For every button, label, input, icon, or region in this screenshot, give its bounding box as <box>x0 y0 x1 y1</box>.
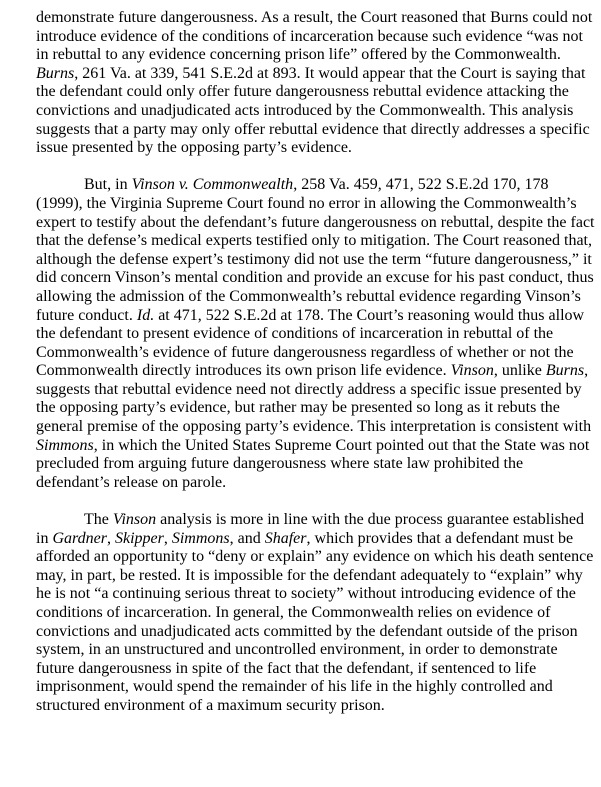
paragraph-vinson-analysis <box>36 176 598 492</box>
text-run: demonstrate future dangerousness. As a result, the Court reasoned that Burns could not introduce evidence of the conditions of incarceration because such evidence “was not in rebuttal to any evidence concerning prison life” offered by the Commonwealth. <box>36 9 593 64</box>
text-run: , in which the United States Supreme Court pointed out that the State was not precluded from arguing future dangerousness where state law prohibited the defendant’s release on parole. <box>36 436 590 491</box>
case-name-italic: Simmons <box>36 436 94 454</box>
text-run: But, in <box>84 176 132 194</box>
text-run: , and <box>229 529 265 547</box>
case-name-italic: Vinson <box>112 511 157 529</box>
case-name-italic: Burns <box>545 362 585 380</box>
text-run: , which provides that a defendant must be afforded an opportunity to “deny or explain” any evidence on which his death sentence may, in part, be rested. It is impossible for the defendant adequately to “explain” why he is not “a continuing serious threat to society” without introducing evidence of the conditions of incarceration. In general, the Commonwealth relies on evidence of convictions and unadjudicated acts committed by the defendant outside of the prison system, in an unstructured and uncontrolled environment, in order to demonstrate future dangerousness in spite of the fact that the defendant, if sentenced to life imprisonment, would spend the remainder of his life in the highly controlled and structured environment of a maximum security prison. <box>36 529 594 714</box>
paragraph-due-process-guarantee <box>36 511 598 716</box>
case-name-italic: Simmons <box>171 529 230 547</box>
case-name-italic: Vinson <box>450 362 494 380</box>
text-run: at 471, 522 S.E.2d at 178. The Court’s reasoning would thus allow the defendant to present evidence of conditions of incarceration in rebuttal of the Commonwealth’s evidence of future dangerousness regardless of whether or not the Commonwealth directly introduces its own prison life evidence. <box>36 306 585 380</box>
text-run: , suggests that rebuttal evidence need not directly address a specific issue presented by the opposing party’s evidence, but rather may be presented so long as it rebuts the general premise of the opposing party’s evidence. This interpretation is consistent with <box>36 362 592 436</box>
text-run: , 261 Va. at 339, 541 S.E.2d at 893. It would appear that the Court is saying that the defendant could only offer future dangerousness rebuttal evidence attacking the convictions and unadjudicated acts introduced by the Commonwealth. This analysis suggests that a party may only offer rebuttal evidence that directly addresses a specific issue presented by the opposing party’s evidence. <box>36 64 590 157</box>
text-run: , <box>163 529 172 547</box>
text-run: The <box>84 511 113 529</box>
text-run: , <box>106 529 115 547</box>
case-name-italic: Id. <box>136 306 155 324</box>
text-run: analysis is more in line with the due process guarantee established in <box>36 511 585 547</box>
case-name-italic: Vinson v. Commonwealth <box>131 176 294 194</box>
text-run: , 258 Va. 459, 471, 522 S.E.2d 170, 178 (1999), the Virginia Supreme Court found no error in allowing the Commonwealth’s expert to testify about the defendant’s future dangerousness on rebuttal, despite the fact that the defense’s medical experts testified only to mitigation. The Court reasoned that, although the defense expert’s testimony did not use the term “future dangerousness,” it did concern Vinson’s mental condition and provide an excuse for his past conduct, thus allowing the admission of the Commonwealth’s rebuttal evidence regarding Vinson’s future conduct. <box>36 176 595 324</box>
case-name-italic: Shafer <box>264 529 307 547</box>
case-name-italic: Skipper <box>114 529 164 547</box>
paragraph-burns-rebuttal-analysis <box>36 9 598 158</box>
document-text-block <box>36 9 598 716</box>
text-run: , unlike <box>493 362 546 380</box>
case-name-italic: Gardner <box>52 529 107 547</box>
case-name-italic: Burns <box>36 64 75 82</box>
